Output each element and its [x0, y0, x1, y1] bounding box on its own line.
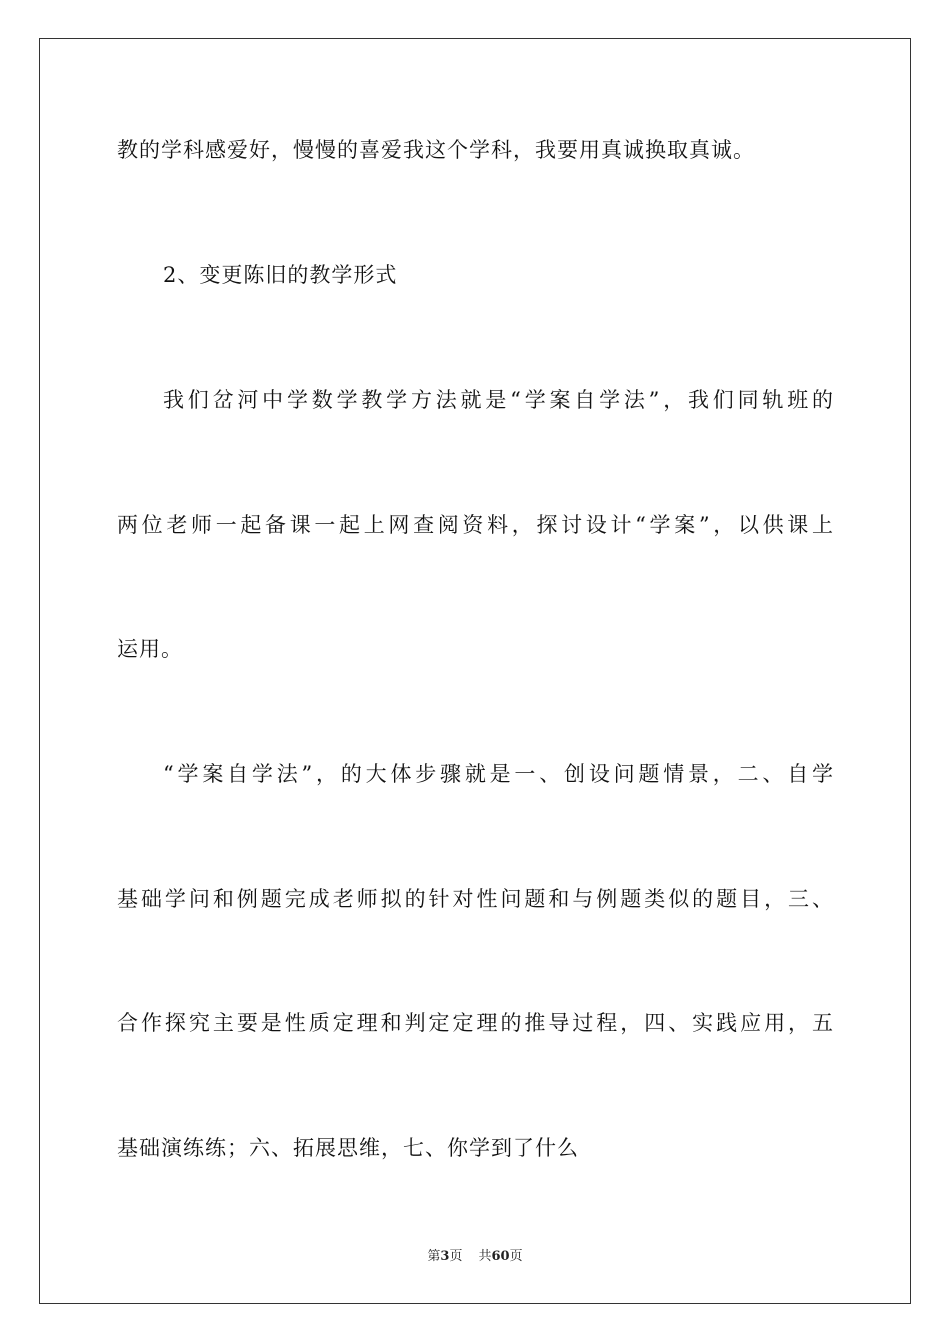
paragraph-line: 运用。 — [117, 637, 183, 661]
page-footer — [0, 1248, 950, 1266]
paragraph-line: 合作探究主要是性质定理和判定定理的推导过程，四、实践应用，五 — [117, 1011, 833, 1035]
paragraph-line: 基础演练练；六、拓展思维，七、你学到了什么 — [117, 1136, 579, 1160]
total-suffix: 页 — [509, 1249, 523, 1264]
page-prefix: 第 — [427, 1249, 441, 1264]
paragraph-line: “学案自学法”，的大体步骤就是一、创设问题情景，二、自学 — [163, 762, 833, 786]
page-suffix: 页 — [449, 1249, 463, 1264]
total-prefix: 共 — [478, 1249, 492, 1264]
paragraph-line: 教的学科感爱好，慢慢的喜爱我这个学科，我要用真诚换取真诚。 — [117, 138, 755, 162]
page-border — [39, 38, 911, 1304]
page-number: 3 — [440, 1249, 450, 1264]
section-heading: 2、变更陈旧的教学形式 — [163, 263, 398, 287]
paragraph-line: 基础学问和例题完成老师拟的针对性问题和与例题类似的题目，三、 — [117, 887, 833, 911]
paragraph-line: 我们岔河中学数学教学方法就是“学案自学法”，我们同轨班的 — [163, 388, 833, 412]
total-pages: 60 — [491, 1249, 510, 1264]
paragraph-line: 两位老师一起备课一起上网查阅资料，探讨设计“学案”，以供课上 — [117, 513, 833, 537]
